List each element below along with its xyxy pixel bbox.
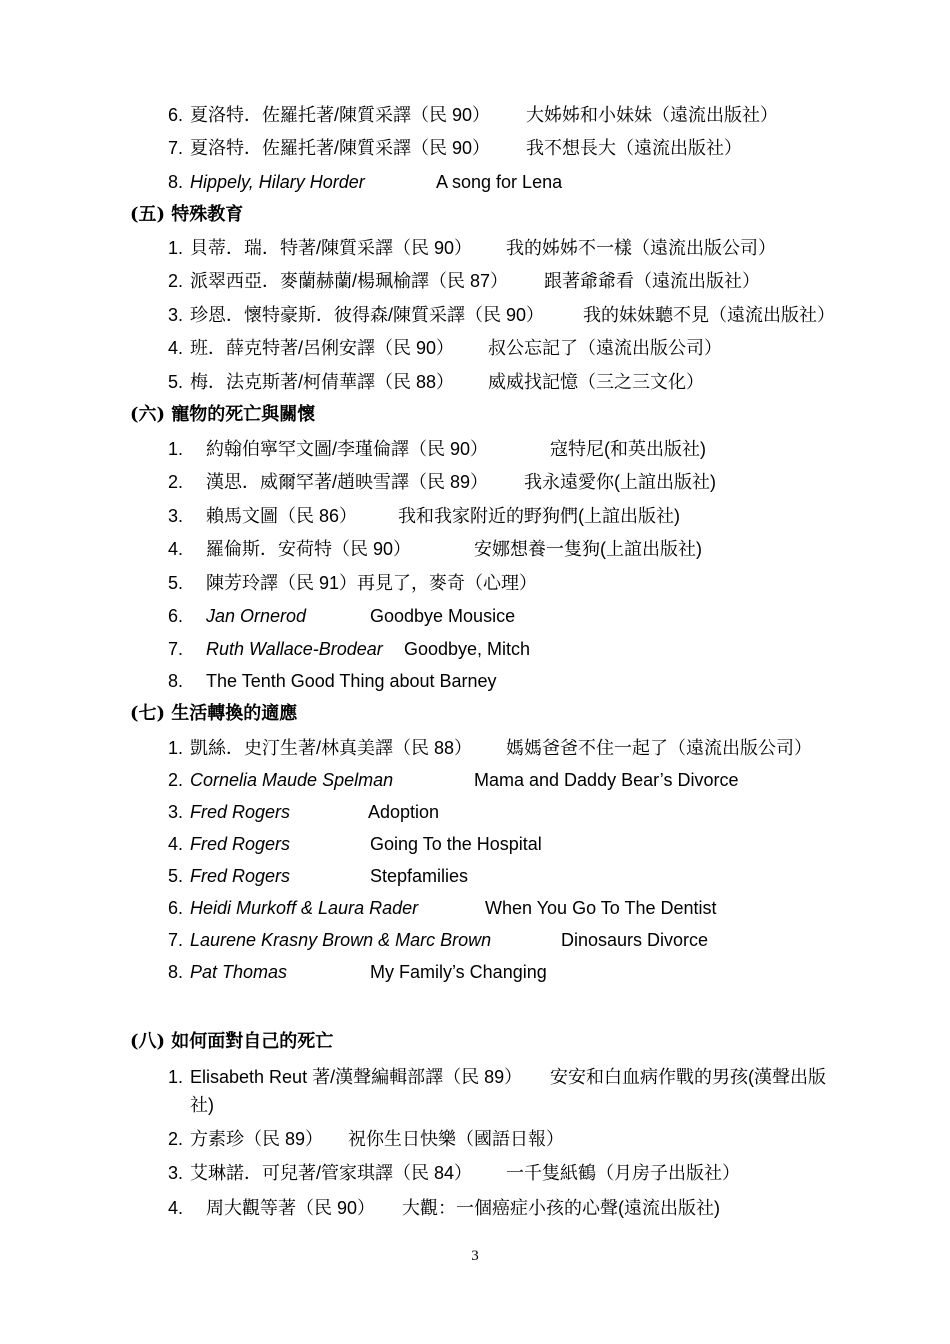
item-author: 貝蒂．瑞．特著/陳質采譯（民 90） (190, 238, 473, 258)
item-number: 6. (168, 606, 184, 626)
item-title: 跟著爺爺看（遠流出版社） (544, 271, 760, 291)
list-item (168, 269, 760, 293)
item-title: 我永遠愛你(上誼出版社) (524, 472, 716, 492)
item-title: 我的姊姊不一樣（遠流出版公司） (506, 238, 776, 258)
item-number: 8. (168, 671, 184, 691)
item-title: 我不想長大（遠流出版社） (526, 138, 742, 158)
item-author: 羅倫斯．安荷特（民 90） (206, 539, 412, 559)
list-item (168, 1196, 720, 1220)
list-item (168, 669, 497, 693)
item-author: 陳芳玲譯（民 91）再見了，麥奇（心理） (206, 573, 538, 593)
section-heading: (五) 特殊教育 (130, 204, 244, 225)
list-item (168, 800, 440, 824)
item-author: Fred Rogers (190, 834, 291, 854)
list-item (168, 103, 778, 127)
item-number: 5. (168, 573, 184, 593)
item-title: 媽媽爸爸不住一起了（遠流出版公司） (506, 738, 812, 758)
list-item (168, 896, 717, 920)
item-title: Adoption (368, 802, 440, 822)
list-item (168, 470, 716, 494)
item-title: 威威找記憶（三之三文化） (488, 372, 704, 392)
item-author: 凱絲．史汀生著/林真美譯（民 88） (190, 738, 473, 758)
item-number: 2. (168, 472, 184, 492)
list-item (168, 1161, 740, 1185)
item-number: 4. (168, 834, 184, 854)
item-author: 珍恩．懷特豪斯．彼得森/陳質采譯（民 90） (190, 305, 545, 325)
item-number: 3. (168, 1163, 184, 1183)
item-number: 6. (168, 105, 184, 125)
item-number: 5. (168, 866, 184, 886)
list-item (168, 504, 680, 528)
item-number: 6. (168, 898, 184, 918)
item-number: 3. (168, 802, 184, 822)
list-item (168, 864, 469, 888)
list-item (168, 1065, 826, 1089)
item-author: The Tenth Good Thing about Barney (206, 671, 497, 691)
item-author: 派翠西亞．麥蘭赫蘭/楊珮榆譯（民 87） (190, 271, 509, 291)
list-item (168, 537, 702, 561)
list-item (168, 604, 516, 628)
section-heading: (八) 如何面對自己的死亡 (130, 1031, 334, 1052)
item-number: 2. (168, 271, 184, 291)
list-item (168, 136, 742, 160)
item-title: 叔公忘記了（遠流出版公司） (488, 338, 722, 358)
item-number: 2. (168, 1129, 184, 1149)
list-item (168, 960, 547, 984)
list-item (168, 637, 531, 661)
list-item (168, 768, 739, 792)
item-title: Stepfamilies (370, 866, 469, 886)
item-title: A song for Lena (436, 172, 563, 192)
item-author: 班．薛克特著/呂俐安譯（民 90） (190, 338, 455, 358)
item-author: 漢思．威爾罕著/趙映雪譯（民 89） (206, 472, 489, 492)
item-author: Cornelia Maude Spelman (190, 770, 394, 790)
item-title: Goodbye Mousice (370, 606, 516, 626)
item-title: Going To the Hospital (370, 834, 542, 854)
item-number: 2. (168, 770, 184, 790)
section-heading: (七) 生活轉換的適應 (130, 703, 298, 724)
item-number: 7. (168, 639, 184, 659)
item-author: 梅．法克斯著/柯倩華譯（民 88） (190, 372, 455, 392)
list-item (168, 303, 835, 327)
item-author: Elisabeth Reut 著/漢聲編輯部譯（民 89） (190, 1067, 523, 1087)
item-author: 約翰伯寧罕文圖/李瑾倫譯（民 90） (206, 439, 489, 459)
item-author: 周大觀等著（民 90） (206, 1198, 376, 1218)
item-author: Heidi Murkoff & Laura Rader (190, 898, 419, 918)
list-item (168, 736, 812, 760)
item-number: 7. (168, 930, 184, 950)
item-title: Mama and Daddy Bear’s Divorce (474, 770, 739, 790)
item-title: When You Go To The Dentist (485, 898, 717, 918)
item-number: 5. (168, 372, 184, 392)
item-author: 夏洛特．佐羅托著/陳質采譯（民 90） (190, 105, 491, 125)
list-item (168, 832, 542, 856)
item-number: 1. (168, 1067, 184, 1087)
item-number: 3. (168, 305, 184, 325)
item-author: Hippely, Hilary Horder (190, 172, 365, 192)
section-heading: (六) 寵物的死亡與關懷 (130, 404, 316, 425)
item-title: My Family’s Changing (370, 962, 547, 982)
item-number: 1. (168, 738, 184, 758)
item-author: 艾琳諾．可兒著/管家琪譯（民 84） (190, 1163, 473, 1183)
item-author: Fred Rogers (190, 866, 291, 886)
page-number: 3 (471, 1248, 479, 1264)
item-title: Dinosaurs Divorce (561, 930, 709, 950)
list-item (168, 236, 776, 260)
list-item (168, 571, 538, 595)
list-item (168, 336, 722, 360)
item-number: 4. (168, 1198, 184, 1218)
item-number: 4. (168, 338, 184, 358)
list-item (168, 1127, 564, 1151)
list-item (168, 437, 706, 461)
item-author: Pat Thomas (190, 962, 288, 982)
item-author: 方素珍（民 89） (190, 1129, 324, 1149)
item-author: 夏洛特．佐羅托著/陳質采譯（民 90） (190, 138, 491, 158)
item-author: Fred Rogers (190, 802, 291, 822)
item-author: 賴馬文圖（民 86） (206, 506, 358, 526)
item-title: 大觀：一個癌症小孩的心聲(遠流出版社) (402, 1198, 720, 1218)
item-number: 1. (168, 439, 184, 459)
item-title: 我和我家附近的野狗們(上誼出版社) (398, 506, 680, 526)
item-title: 安安和白血病作戰的男孩(漢聲出版 (550, 1067, 826, 1087)
item-title: 我的妹妹聽不見（遠流出版社） (583, 305, 835, 325)
list-item-continuation: 社) (190, 1095, 214, 1115)
item-author: Ruth Wallace-Brodear (206, 639, 383, 659)
item-title: 祝你生日快樂（國語日報） (348, 1129, 564, 1149)
item-number: 1. (168, 238, 184, 258)
item-number: 8. (168, 172, 184, 192)
item-title: 寇特尼(和英出版社) (550, 439, 706, 459)
item-number: 8. (168, 962, 184, 982)
item-title: Goodbye, Mitch (404, 639, 531, 659)
item-title: 一千隻紙鶴（月房子出版社） (506, 1163, 740, 1183)
item-author: Jan Ornerod (206, 606, 307, 626)
item-number: 4. (168, 539, 184, 559)
item-number: 3. (168, 506, 184, 526)
item-number: 7. (168, 138, 184, 158)
item-title: 大姊姊和小妹妹（遠流出版社） (526, 105, 778, 125)
list-item (168, 170, 563, 194)
list-item (168, 928, 709, 952)
item-title: 安娜想養一隻狗(上誼出版社) (474, 539, 702, 559)
item-author: Laurene Krasny Brown & Marc Brown (190, 930, 492, 950)
list-item (168, 370, 704, 394)
